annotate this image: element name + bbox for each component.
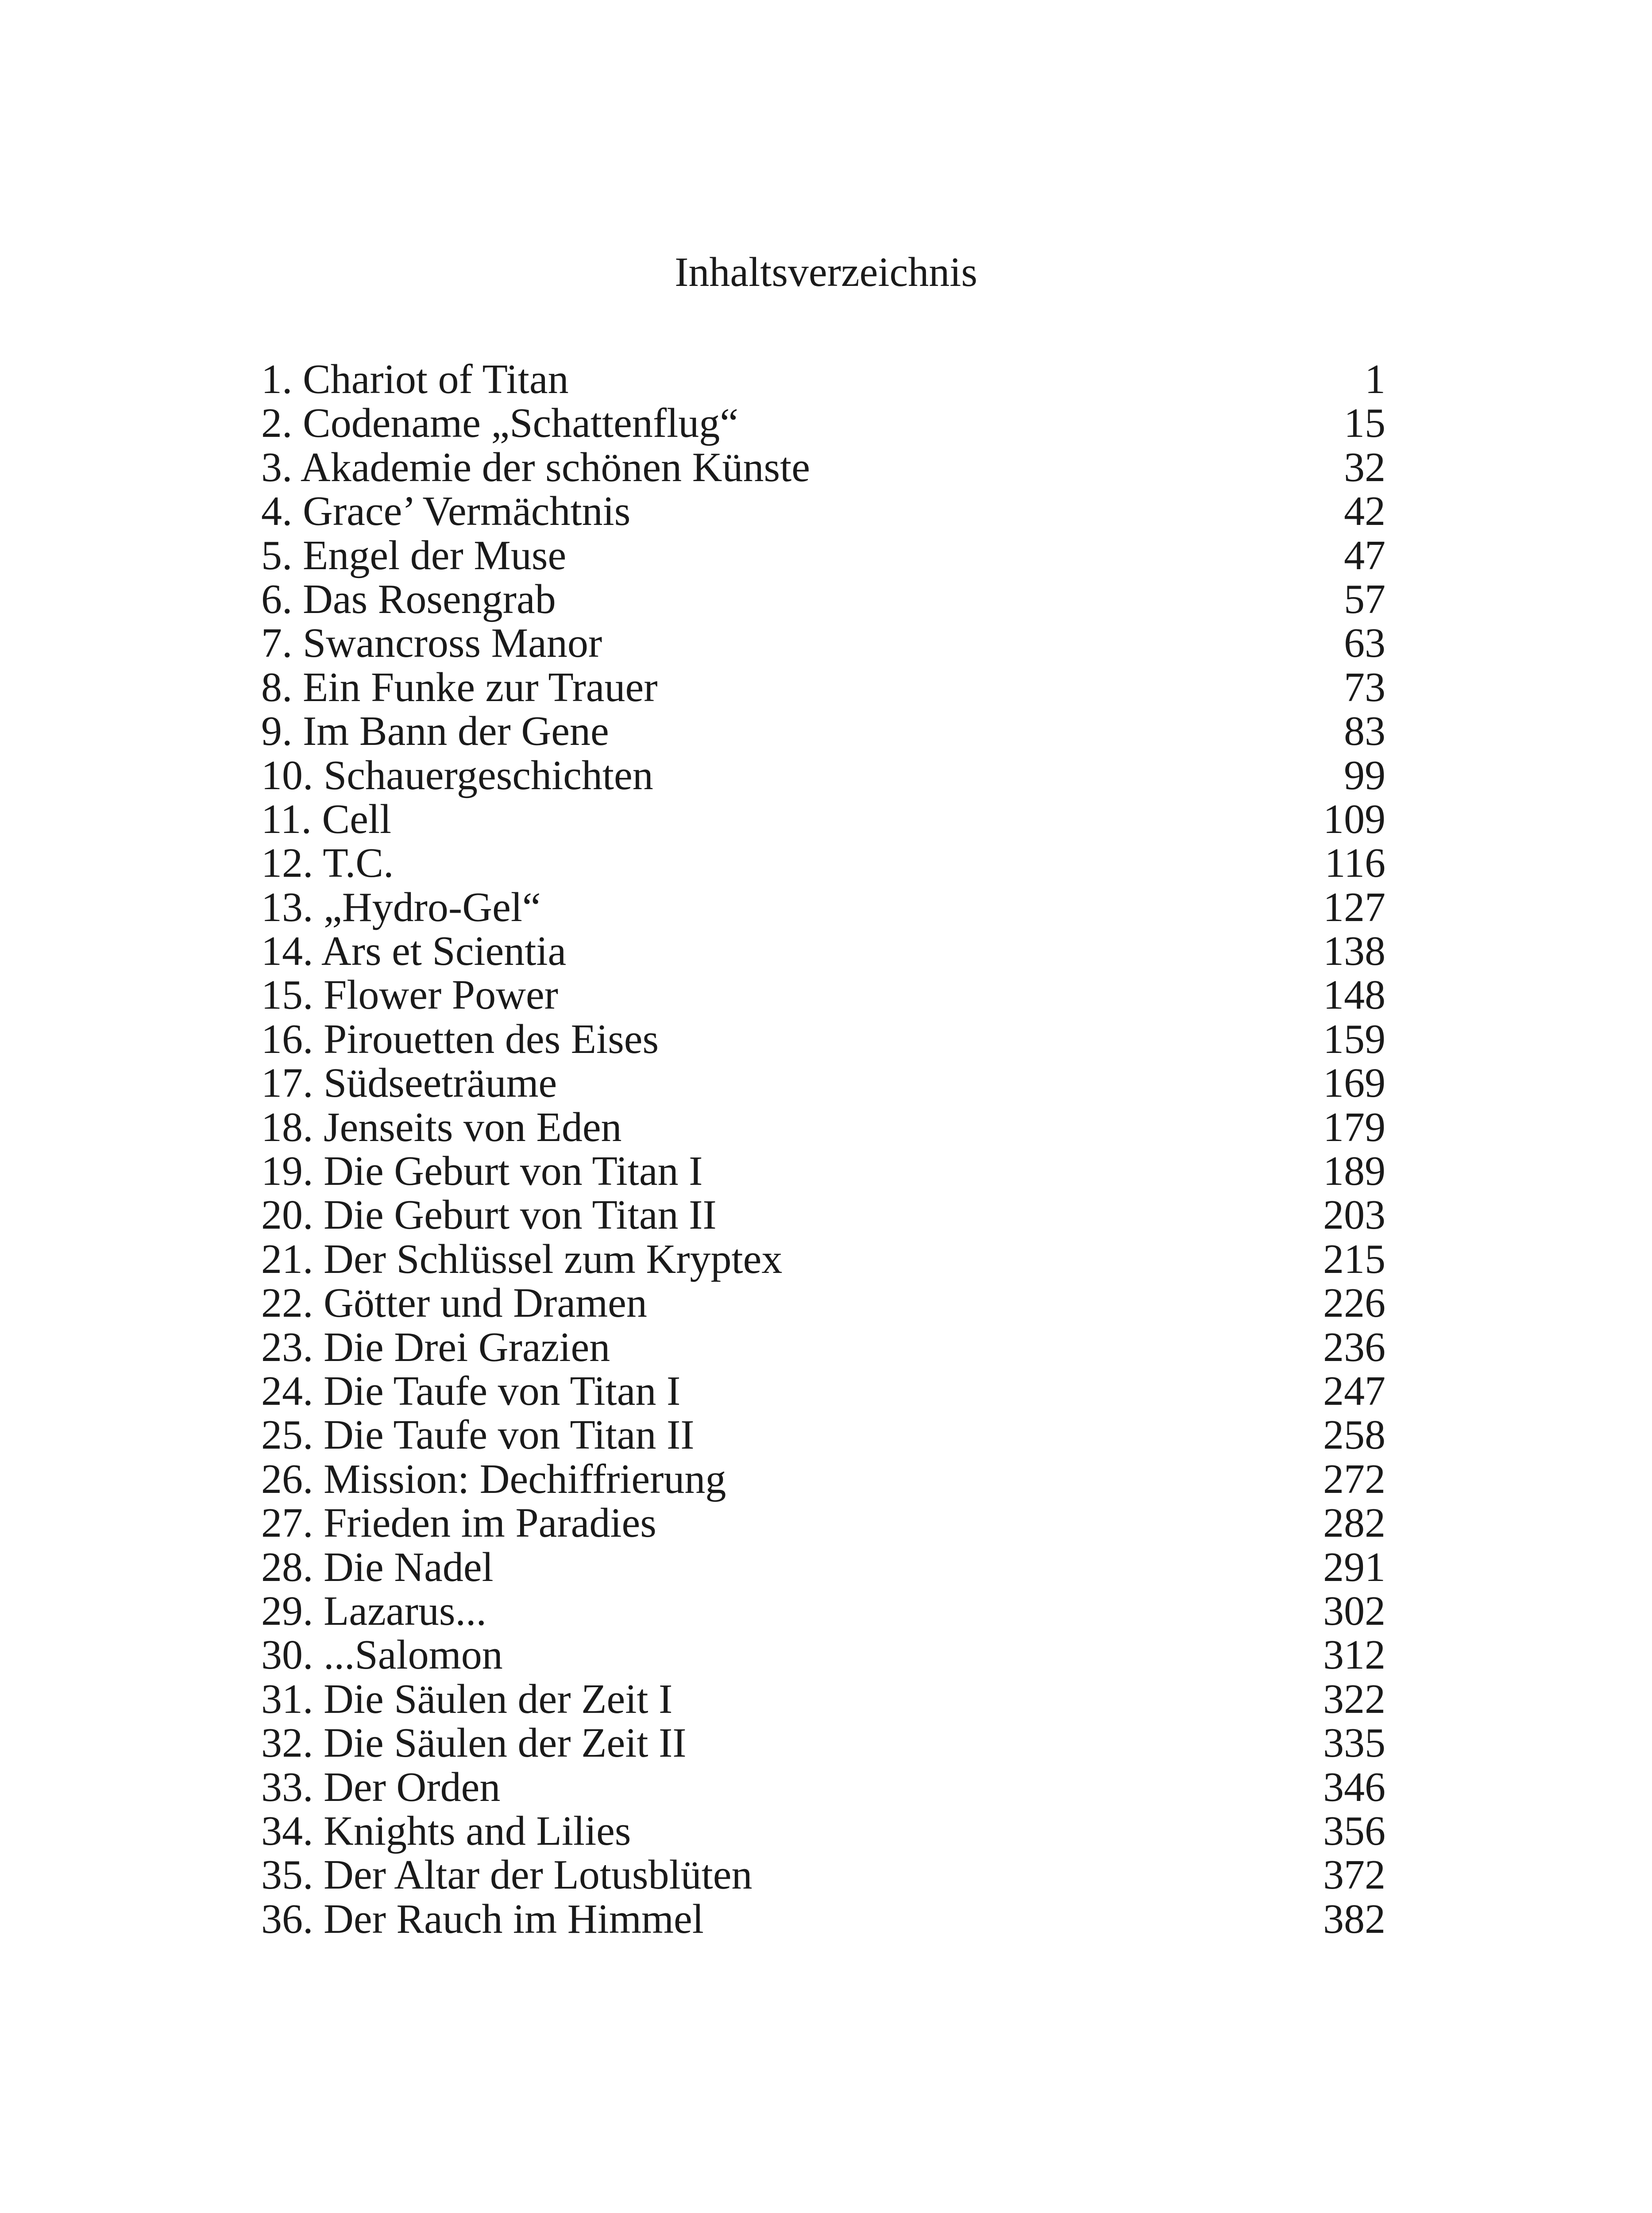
toc-entry-page-number: 116 [1324,840,1386,887]
toc-entry [261,929,1386,973]
toc-entry-page-number: 226 [1323,1280,1386,1326]
toc-entry [261,1149,1386,1193]
toc-entry [261,798,1386,841]
toc-entry-page-number: 272 [1323,1456,1386,1502]
toc-entry-page-number: 1 [1365,356,1386,402]
toc-entry [261,1546,1386,1589]
toc-entry-page-number: 203 [1323,1192,1386,1238]
toc-entry-title: 30. ...Salomon [261,1632,503,1678]
toc-entry-title: 26. Mission: Dechiffrierung [261,1456,726,1502]
toc-entry [261,1721,1386,1765]
table-of-contents [261,358,1386,1941]
toc-entry-page-number: 57 [1344,576,1386,622]
toc-entry-title: 35. Der Altar der Lotusblüten [261,1852,753,1898]
toc-entry-page-number: 42 [1344,488,1386,535]
toc-entry-title: 36. Der Rauch im Himmel [261,1896,704,1942]
toc-entry [261,1853,1386,1897]
toc-entry [261,621,1386,665]
toc-entry-title: 3. Akademie der schönen Künste [261,444,810,490]
toc-entry-page-number: 302 [1323,1588,1386,1634]
toc-entry-title: 6. Das Rosengrab [261,576,556,622]
toc-entry-page-number: 382 [1323,1896,1386,1942]
toc-entry-title: 15. Flower Power [261,972,558,1018]
toc-entry [261,490,1386,533]
toc-entry-page-number: 312 [1323,1632,1386,1678]
toc-entry [261,1677,1386,1721]
toc-entry-title: 13. „Hydro-Gel“ [261,884,541,930]
toc-entry [261,446,1386,490]
toc-entry-title: 31. Die Säulen der Zeit I [261,1676,673,1722]
toc-entry-title: 29. Lazarus... [261,1588,486,1634]
toc-entry [261,1193,1386,1237]
toc-entry-page-number: 148 [1323,972,1386,1018]
toc-entry-page-number: 282 [1323,1500,1386,1546]
toc-entry-page-number: 63 [1344,620,1386,667]
page-title: Inhaltsverzeichnis [675,249,977,295]
toc-entry-title: 16. Pirouetten des Eises [261,1016,659,1062]
toc-entry [261,401,1386,445]
toc-entry [261,709,1386,753]
toc-entry [261,1238,1386,1281]
toc-entry-page-number: 15 [1344,400,1386,447]
toc-entry-title: 33. Der Orden [261,1764,501,1810]
toc-entry-title: 19. Die Geburt von Titan I [261,1148,703,1195]
toc-entry-page-number: 346 [1323,1764,1386,1810]
toc-entry [261,1809,1386,1853]
toc-entry-page-number: 335 [1323,1720,1386,1766]
toc-entry-page-number: 32 [1344,444,1386,490]
toc-entry [261,534,1386,578]
toc-entry [261,578,1386,621]
toc-entry-page-number: 291 [1323,1544,1386,1590]
toc-entry-page-number: 372 [1323,1852,1386,1898]
toc-entry-title: 11. Cell [261,796,392,842]
toc-entry-title: 28. Die Nadel [261,1544,494,1590]
toc-entry-title: 27. Frieden im Paradies [261,1500,656,1546]
toc-entry [261,1413,1386,1457]
toc-entry-title: 34. Knights and Lilies [261,1808,631,1854]
toc-entry [261,1589,1386,1633]
toc-entry-page-number: 99 [1344,752,1386,798]
toc-entry [261,754,1386,798]
toc-entry [261,1457,1386,1501]
toc-entry-title: 5. Engel der Muse [261,532,567,578]
toc-entry-title: 17. Südseeträume [261,1060,557,1106]
toc-entry [261,1281,1386,1325]
toc-entry-title: 7. Swancross Manor [261,620,602,667]
toc-entry-page-number: 83 [1344,708,1386,755]
toc-entry-title: 18. Jenseits von Eden [261,1104,622,1150]
toc-entry [261,1897,1386,1941]
toc-entry-page-number: 47 [1344,532,1386,578]
toc-entry-title: 32. Die Säulen der Zeit II [261,1720,687,1766]
toc-entry-title: 4. Grace’ Vermächtnis [261,488,631,535]
toc-entry [261,1633,1386,1677]
toc-entry [261,358,1386,401]
toc-entry [261,886,1386,929]
toc-entry-page-number: 356 [1323,1808,1386,1854]
toc-entry-page-number: 179 [1323,1104,1386,1150]
toc-entry-page-number: 127 [1323,884,1386,930]
toc-entry-title: 8. Ein Funke zur Trauer [261,664,658,710]
toc-entry-page-number: 247 [1323,1368,1386,1414]
toc-entry-title: 20. Die Geburt von Titan II [261,1192,717,1238]
toc-entry [261,1018,1386,1061]
toc-entry-page-number: 169 [1323,1060,1386,1106]
toc-entry-title: 21. Der Schlüssel zum Kryptex [261,1236,783,1282]
toc-entry-page-number: 159 [1323,1016,1386,1062]
toc-entry [261,1326,1386,1369]
toc-entry-title: 25. Die Taufe von Titan II [261,1412,695,1458]
toc-entry-page-number: 322 [1323,1676,1386,1722]
toc-entry-title: 14. Ars et Scientia [261,928,567,975]
toc-entry [261,666,1386,709]
toc-entry [261,1766,1386,1809]
toc-entry-page-number: 109 [1323,796,1386,842]
toc-entry-page-number: 215 [1323,1236,1386,1282]
toc-entry [261,1501,1386,1545]
toc-entry-page-number: 73 [1344,664,1386,710]
toc-entry-title: 1. Chariot of Titan [261,356,569,402]
toc-entry [261,1369,1386,1413]
toc-entry-page-number: 236 [1323,1324,1386,1370]
toc-entry [261,1106,1386,1149]
toc-entry [261,1061,1386,1105]
toc-entry-page-number: 138 [1323,928,1386,975]
toc-entry-page-number: 189 [1323,1148,1386,1195]
toc-entry-title: 9. Im Bann der Gene [261,708,609,755]
toc-entry-title: 24. Die Taufe von Titan I [261,1368,681,1414]
toc-entry-title: 10. Schauergeschichten [261,752,653,798]
toc-entry-title: 22. Götter und Dramen [261,1280,647,1326]
toc-entry-title: 12. T.C. [261,840,394,887]
toc-entry [261,841,1386,885]
toc-entry-title: 23. Die Drei Grazien [261,1324,610,1370]
toc-entry-title: 2. Codename „Schattenflug“ [261,400,739,447]
toc-entry [261,973,1386,1017]
toc-entry-page-number: 258 [1323,1412,1386,1458]
